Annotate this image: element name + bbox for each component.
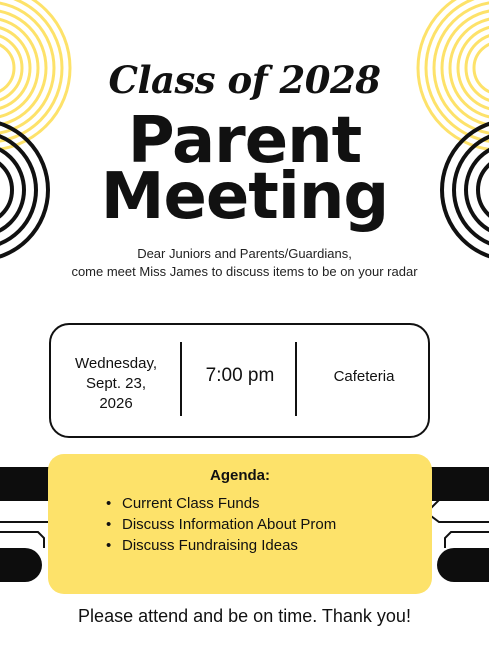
- class-of-title: Class of 2028: [108, 58, 381, 102]
- agenda-item-text: Current Class Funds: [122, 495, 260, 512]
- bullet-icon: •: [106, 537, 112, 554]
- decor-pill-right-bottom: [437, 548, 489, 582]
- meeting-time: 7:00 pm: [205, 365, 275, 386]
- intro-line-1: Dear Juniors and Parents/Guardians,: [137, 246, 352, 261]
- agenda-heading: Agenda:: [210, 467, 270, 484]
- details-divider-1: [180, 342, 182, 416]
- date-line-3: 2026: [99, 395, 133, 412]
- details-divider-2: [295, 342, 297, 416]
- meeting-date: [57, 354, 175, 414]
- date-line-2: Sept. 23,: [85, 375, 147, 392]
- agenda-item: [106, 514, 336, 535]
- bullet-icon: •: [106, 495, 112, 512]
- decor-pill-left-bottom: [0, 548, 42, 582]
- agenda-item: [106, 493, 336, 514]
- agenda-item-text: Discuss Information About Prom: [122, 516, 337, 533]
- title-line-parent: Parent: [127, 104, 362, 178]
- bullet-icon: •: [106, 516, 112, 533]
- date-line-1: Wednesday,: [75, 355, 157, 372]
- agenda-box: [48, 454, 432, 594]
- agenda-item: [106, 535, 336, 556]
- title-line-meeting: Meeting: [100, 160, 389, 234]
- agenda-item-text: Discuss Fundraising Ideas: [122, 537, 298, 554]
- agenda-list: [106, 493, 336, 556]
- closing-message: Please attend and be on time. Thank you!: [78, 606, 411, 626]
- intro-line-2: come meet Miss James to discuss items to be on your radar: [71, 264, 418, 279]
- meeting-location: Cafeteria: [333, 368, 395, 385]
- meeting-details-box: [49, 323, 430, 438]
